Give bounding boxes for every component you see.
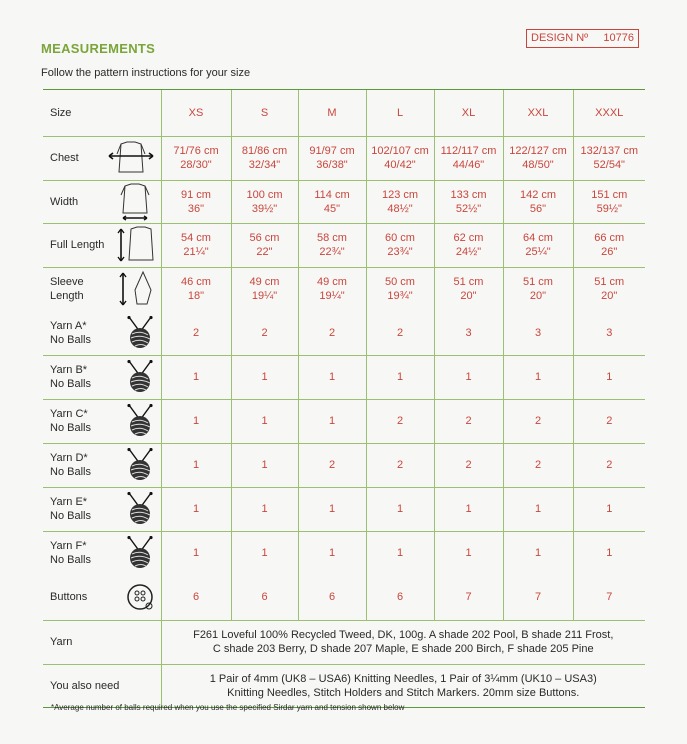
size-xxxl: XXXL [573,90,645,136]
yarn-balls-xl: 3 [434,311,503,355]
yarn-balls-xxxl: 2 [573,443,645,487]
yarn-info-label: Yarn [43,620,161,664]
yarn-label-cell [43,355,161,399]
buttons-xxl: 7 [503,575,573,620]
width-label: Width [50,195,79,208]
chest-row [43,136,645,180]
yarn-balls-l: 2 [366,311,434,355]
buttons-row [43,575,645,620]
full-length-label-cell [43,223,161,267]
width-s: 100 cm 39½" [231,180,298,223]
width-m: 114 cm 45" [298,180,366,223]
measurements-table-wrap [43,89,645,708]
yarn-balls-xs: 1 [161,399,231,443]
yarn-balls-m: 1 [298,531,366,575]
yarn-ball-needles-icon [125,448,155,482]
sleeve-xxxl: 51 cm 20" [594,276,625,303]
full-length-s: 56 cm 22" [231,223,298,267]
also-need-row [43,664,645,707]
size-xxl: XXL [503,90,573,136]
size-xl: XL [434,90,503,136]
yarn-balls-xxl: 2 [503,399,573,443]
full-length-xxl: 64 cm 25¼" [503,223,573,267]
yarn-balls-xxl: 3 [503,311,573,355]
buttons-s: 6 [231,575,298,620]
full-length-xl: 62 cm 24½" [434,223,503,267]
chest-xxl: 122/127 cm 48/50" [503,136,573,180]
yarn-balls-xs: 2 [161,311,231,355]
size-m: M [298,90,366,136]
yarn-label-cell [43,531,161,575]
yarn-balls-xl: 1 [434,531,503,575]
yarn-balls-l: 2 [366,399,434,443]
buttons-label-cell [43,575,161,620]
yarn-ball-needles-icon [125,404,155,438]
instruction-text: Follow the pattern instructions for your size [41,67,251,79]
yarn-label-cell [43,487,161,531]
sleeve-label-cell [43,267,161,311]
yarn-row [43,443,645,487]
yarn-ball-needles-icon [125,492,155,526]
chest-m: 91/97 cm 36/38" [298,136,366,180]
size-s: S [231,90,298,136]
chest-label: Chest [50,152,79,164]
chest-width-garment-icon [107,140,155,176]
yarn-label: Yarn F* No Balls [50,540,91,567]
yarn-balls-s: 1 [231,443,298,487]
buttons-l: 6 [366,575,434,620]
size-label: Size [43,90,161,136]
measurements-table [43,90,645,707]
yarn-label-cell [43,311,161,355]
chest-label-cell [43,136,161,180]
also-need-text: 1 Pair of 4mm (UK8 – USA6) Knitting Needles, 1 Pair of 3¼mm (UK10 – USA3) Knitting Needles, Stitch Holders and Stitch Markers. 20mm size Buttons. [209,672,597,699]
yarn-label: Yarn C* No Balls [50,408,91,434]
chest-l: 102/107 cm 40/42" [366,136,434,180]
yarn-balls-xxl: 2 [503,443,573,487]
yarn-balls-xxxl: 1 [606,547,613,560]
button-icon [125,582,155,612]
yarn-balls-xxl: 1 [503,531,573,575]
yarn-balls-s: 1 [231,531,298,575]
full-length-l: 60 cm 23¾" [366,223,434,267]
sleeve-xxl: 51 cm 20" [503,267,573,311]
sleeve-s: 49 cm 19¼" [231,267,298,311]
also-need-label: You also need [43,664,161,707]
yarn-ball-needles-icon [125,536,155,570]
yarn-balls-s: 1 [231,487,298,531]
yarn-label: Yarn B* No Balls [50,364,91,390]
buttons-xxxl: 7 [573,575,645,620]
yarn-balls-xl: 2 [434,443,503,487]
yarn-balls-l: 1 [366,355,434,399]
chest-xl: 112/117 cm 44/46" [434,136,503,180]
yarn-row [43,311,645,355]
yarn-balls-xl: 1 [434,487,503,531]
yarn-balls-m: 1 [298,399,366,443]
full-length-xxxl: 66 cm 26" [573,223,645,267]
design-number-box [526,29,639,48]
yarn-balls-xl: 2 [434,399,503,443]
sleeve-length-row [43,267,645,311]
yarn-balls-xxl: 1 [503,487,573,531]
yarn-info-text: F261 Loveful 100% Recycled Tweed, DK, 100g. A shade 202 Pool, B shade 211 Frost, C shade 203 Berry, D shade 207 Maple, E shade 200 Birch, F shade 205 Pine [161,620,645,664]
width-xs: 91 cm 36" [161,180,231,223]
page-title: MEASUREMENTS [41,41,156,56]
yarn-row [43,355,645,399]
size-row [43,90,645,136]
sleeve-label: Sleeve Length [50,276,84,303]
yarn-balls-xxxl: 1 [573,487,645,531]
yarn-balls-m: 1 [298,487,366,531]
sleeve-l: 50 cm 19¾" [366,267,434,311]
yarn-balls-s: 1 [231,355,298,399]
yarn-row [43,487,645,531]
width-xxxl: 151 cm 59½" [573,180,645,223]
yarn-row [43,399,645,443]
full-length-garment-icon [117,226,155,264]
design-number: 10776 [603,32,634,44]
yarn-balls-xs: 1 [161,355,231,399]
yarn-balls-xs: 1 [161,443,231,487]
width-row [43,180,645,223]
sleeve-m: 49 cm 19¼" [298,267,366,311]
full-length-label: Full Length [50,239,105,251]
buttons-xl: 7 [434,575,503,620]
yarn-balls-m: 2 [298,443,366,487]
chest-s: 81/86 cm 32/34" [231,136,298,180]
chest-xxxl: 132/137 cm 52/54" [573,136,645,180]
full-length-row [43,223,645,267]
full-length-m: 58 cm 22¾" [298,223,366,267]
yarn-balls-l: 2 [366,443,434,487]
yarn-label-cell [43,443,161,487]
yarn-balls-m: 2 [298,311,366,355]
yarn-label: Yarn D* No Balls [50,452,91,478]
yarn-balls-xs: 1 [161,531,231,575]
chest-xs: 71/76 cm 28/30" [161,136,231,180]
yarn-balls-xxxl: 2 [573,399,645,443]
yarn-row [43,531,645,575]
sleeve-xs: 46 cm 18" [161,267,231,311]
design-label: DESIGN Nº [531,32,589,44]
yarn-ball-needles-icon [125,316,155,350]
footnote: *Average number of balls required when you use the specified Sirdar yarn and tension shown below [51,703,405,712]
yarn-balls-xl: 1 [434,355,503,399]
yarn-label-cell [43,399,161,443]
width-xl: 133 cm 52½" [434,180,503,223]
yarn-balls-m: 1 [298,355,366,399]
buttons-m: 6 [298,575,366,620]
yarn-balls-xs: 1 [161,487,231,531]
sleeve-xl: 51 cm 20" [434,267,503,311]
garment-width-icon [115,183,155,221]
yarn-label: Yarn A* No Balls [50,319,91,346]
width-label-cell [43,180,161,223]
size-xs: XS [161,90,231,136]
yarn-balls-s: 2 [231,311,298,355]
sleeve-length-icon [117,270,155,308]
yarn-rows [43,311,645,575]
yarn-info-row [43,620,645,664]
buttons-xs: 6 [161,575,231,620]
yarn-balls-xxl: 1 [503,355,573,399]
yarn-label: Yarn E* No Balls [50,496,91,522]
yarn-ball-needles-icon [125,360,155,394]
buttons-label: Buttons [50,591,88,604]
width-l: 123 cm 48½" [366,180,434,223]
yarn-balls-s: 1 [231,399,298,443]
yarn-balls-l: 1 [366,487,434,531]
size-l: L [366,90,434,136]
full-length-xs: 54 cm 21¼" [161,223,231,267]
yarn-balls-xxxl: 1 [573,355,645,399]
yarn-balls-xxxl: 3 [573,311,645,355]
width-xxl: 142 cm 56" [503,180,573,223]
yarn-balls-l: 1 [366,531,434,575]
